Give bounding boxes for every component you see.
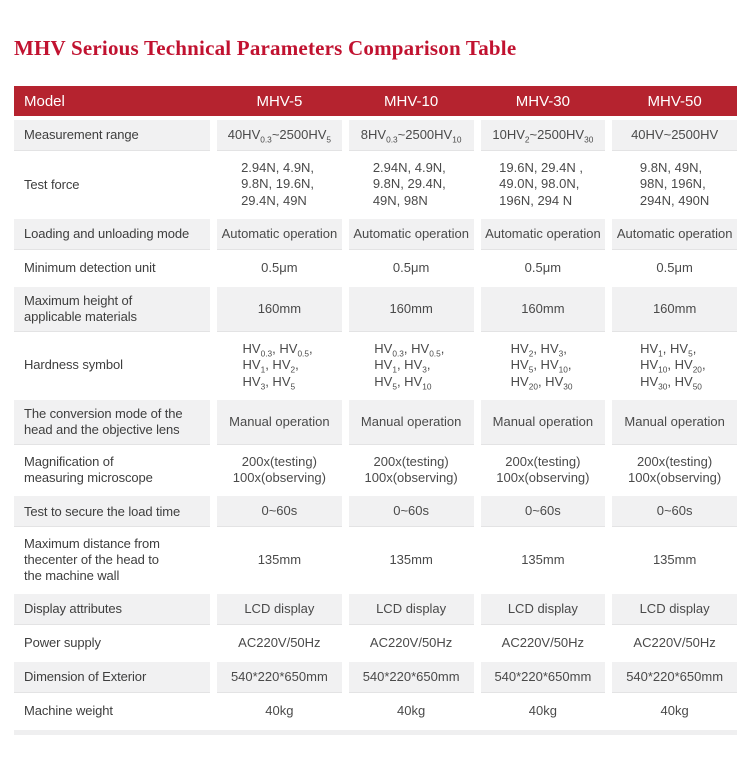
row-label	[14, 530, 210, 590]
row-label	[14, 496, 210, 526]
cell-value	[217, 154, 342, 215]
table-row	[14, 253, 737, 283]
cell-value	[481, 594, 606, 624]
cell-value	[349, 496, 474, 526]
cell-value-text: $HV_2$, $HV_3$, $HV_5$, $HV_{10}$, $HV_{20}$, $HV_{30}$	[510, 340, 576, 392]
page	[0, 36, 750, 735]
row-label	[14, 662, 210, 692]
row-label-text: Machine weight	[24, 703, 113, 719]
cell-value	[612, 448, 737, 493]
cell-value-text: AC220V/50Hz	[501, 634, 585, 650]
cell-value-text: 2.94N, 4.9N, 9.8N, 19.6N, 29.4N, 49N	[241, 160, 318, 208]
cell-value-text: 540*220*650mm	[230, 668, 328, 684]
cell-value-text: 0.5μm	[656, 259, 693, 275]
cell-value	[612, 219, 737, 249]
cell-value	[612, 662, 737, 692]
row-label	[14, 219, 210, 249]
table-row	[14, 662, 737, 692]
cell-value-text: 0~60s	[261, 503, 298, 519]
cell-value-text: 19.6N, 29.4N , 49.0N, 98.0N, 196N, 294 N	[499, 160, 587, 208]
row-label-text: Test force	[24, 176, 80, 192]
cell-value	[481, 448, 606, 493]
cell-value-text: 200x(testing) 100x(observing)	[364, 453, 458, 486]
cell-value-text: Automatic operation	[616, 225, 733, 241]
cell-value-text: Manual operation	[360, 413, 462, 429]
row-label	[14, 400, 210, 444]
cell-value-text: Automatic operation	[221, 225, 338, 241]
table-row	[14, 496, 737, 526]
cell-value	[349, 219, 474, 249]
cell-value	[217, 400, 342, 444]
cell-value	[612, 628, 737, 658]
cell-value-text: 200x(testing) 100x(observing)	[496, 453, 590, 486]
table-row	[14, 628, 737, 658]
cell-value-text: Manual operation	[624, 413, 725, 429]
row-label	[14, 154, 210, 215]
row-label	[14, 448, 210, 493]
cell-value	[217, 120, 342, 150]
cell-value-text: Automatic operation	[353, 225, 469, 241]
cell-value-text: 200x(testing) 100x(observing)	[628, 453, 722, 486]
cell-value-text: 9.8N, 49N, 98N, 196N, 294N, 490N	[639, 160, 710, 208]
cell-value	[217, 219, 342, 249]
cell-value-text: 540*220*650mm	[626, 668, 724, 684]
cell-value-text: AC220V/50Hz	[633, 634, 716, 650]
table-row	[14, 335, 737, 396]
cell-value	[349, 696, 474, 726]
header-model-label: Model	[24, 92, 65, 110]
cell-value-text: LCD display	[376, 600, 447, 616]
row-label-text: Measurement range	[24, 127, 139, 143]
header-col-mhv-10: MHV-10	[384, 92, 439, 110]
table-row	[14, 287, 737, 331]
cell-value	[612, 594, 737, 624]
table-body	[14, 120, 737, 726]
cell-value-text: 40kg	[660, 702, 689, 718]
cell-value-text: $HV_{0.3}$, $HV_{0.5}$, $HV_1$, $HV_2$, $HV_3$, $HV_5$	[242, 340, 317, 392]
cell-value	[217, 335, 342, 396]
cell-value-text: 0.5μm	[392, 259, 430, 275]
cell-value-text: 135mm	[389, 552, 433, 568]
cell-value-text: 160mm	[389, 300, 433, 316]
cell-value	[217, 448, 342, 493]
cell-value	[217, 253, 342, 283]
table-row	[14, 696, 737, 726]
row-label-text: Hardness symbol	[24, 357, 123, 373]
table-row	[14, 400, 737, 444]
table-bottom-edge	[14, 730, 737, 735]
cell-value-text: AC220V/50Hz	[238, 634, 321, 650]
cell-value	[217, 496, 342, 526]
cell-value	[612, 696, 737, 726]
cell-value	[349, 448, 474, 493]
cell-value	[349, 400, 474, 444]
cell-value-text: Manual operation	[492, 413, 594, 429]
cell-value	[612, 530, 737, 590]
cell-value-text: 135mm	[521, 552, 565, 568]
cell-value	[481, 253, 606, 283]
row-label-text: The conversion mode of the head and the objective lens	[24, 405, 183, 437]
cell-value	[217, 530, 342, 590]
cell-value-text: 40kg	[397, 702, 426, 718]
cell-value-text: 540*220*650mm	[494, 668, 592, 684]
table-row	[14, 448, 737, 493]
cell-value	[612, 253, 737, 283]
cell-value	[612, 120, 737, 150]
header-col-mhv-50: MHV-50	[647, 92, 702, 110]
cell-value	[349, 662, 474, 692]
cell-value-text: 135mm	[652, 552, 697, 568]
cell-value	[217, 594, 342, 624]
table-row	[14, 154, 737, 215]
cell-value	[481, 530, 606, 590]
cell-value	[217, 628, 342, 658]
cell-value-text: 135mm	[257, 552, 302, 568]
row-label-text: Test to secure the load time	[24, 503, 181, 519]
cell-value-text: 160mm	[257, 300, 302, 316]
cell-value-text: $HV_{0.3}$, $HV_{0.5}$, $HV_1$, $HV_3$, $HV_5$, $HV_{10}$	[374, 340, 448, 392]
cell-value	[612, 154, 737, 215]
cell-value	[481, 287, 606, 331]
row-label-text: Magnification of measuring microscope	[24, 454, 153, 486]
cell-value	[481, 628, 606, 658]
cell-value-text: 160mm	[521, 300, 565, 316]
table-row	[14, 530, 737, 590]
cell-value-text: $10HV_2\sim 2500HV_{30}$	[492, 126, 594, 145]
row-label	[14, 287, 210, 331]
cell-value	[481, 219, 606, 249]
parameters-table	[14, 86, 737, 735]
cell-value	[481, 120, 606, 150]
row-label-text: Display attributes	[24, 601, 122, 617]
header-col-mhv-5: MHV-5	[256, 92, 303, 110]
cell-value	[612, 287, 737, 331]
row-label-text: Dimension of Exterior	[24, 669, 147, 685]
cell-value-text: LCD display	[507, 600, 578, 616]
cell-value-text: $8HV_{0.3}\sim 2500HV_{10}$	[360, 126, 462, 145]
cell-value-text: 540*220*650mm	[362, 668, 460, 684]
cell-value-text: Automatic operation	[485, 225, 601, 241]
cell-value-text: $40HV_{0.3}\sim 2500HV_5$	[227, 126, 332, 145]
cell-value	[349, 120, 474, 150]
cell-value-text: 40HV~2500HV	[631, 126, 719, 142]
cell-value-text: 40kg	[528, 702, 557, 718]
cell-value-text: LCD display	[639, 600, 710, 616]
cell-value-text: 0~60s	[524, 503, 561, 519]
cell-value	[481, 662, 606, 692]
row-label-text: Loading and unloading mode	[24, 226, 190, 242]
cell-value	[612, 400, 737, 444]
cell-value-text: AC220V/50Hz	[369, 634, 453, 650]
cell-value	[349, 594, 474, 624]
cell-value	[217, 287, 342, 331]
row-label	[14, 594, 210, 624]
row-label-text: Maximum height of applicable materials	[24, 293, 137, 324]
cell-value	[612, 335, 737, 396]
cell-value	[481, 496, 606, 526]
row-label-text: Power supply	[24, 635, 101, 651]
cell-value-text: 200x(testing) 100x(observing)	[232, 453, 326, 486]
cell-value	[349, 628, 474, 658]
row-label	[14, 628, 210, 658]
row-label	[14, 696, 210, 726]
table-row	[14, 120, 737, 150]
cell-value-text: 0.5μm	[524, 259, 562, 275]
row-label	[14, 120, 210, 150]
cell-value-text: 40kg	[265, 702, 294, 718]
cell-value-text: 0~60s	[393, 503, 430, 519]
cell-value	[481, 154, 606, 215]
row-label-text: Maximum distance from thecenter of the head to the machine wall	[24, 536, 160, 584]
page-title: MHV Serious Technical Parameters Comparison Table	[14, 36, 517, 60]
table-row	[14, 594, 737, 624]
cell-value	[217, 696, 342, 726]
cell-value	[217, 662, 342, 692]
cell-value	[481, 335, 606, 396]
cell-value	[349, 530, 474, 590]
cell-value	[349, 287, 474, 331]
cell-value-text: $HV_1$, $HV_5$, $HV_{10}$, $HV_{20}$, $HV_{30}$, $HV_{50}$	[640, 340, 710, 392]
cell-value-text: 0~60s	[656, 503, 693, 519]
cell-value-text: LCD display	[244, 600, 315, 616]
cell-value	[349, 154, 474, 215]
row-label	[14, 253, 210, 283]
cell-value-text: 160mm	[652, 300, 697, 316]
cell-value	[481, 696, 606, 726]
table-header-row	[14, 86, 737, 116]
cell-value-text: 0.5μm	[261, 259, 298, 275]
row-label	[14, 335, 210, 396]
cell-value-text: 2.94N, 4.9N, 9.8N, 29.4N, 49N, 98N	[372, 160, 450, 208]
cell-value-text: Manual operation	[229, 413, 330, 429]
cell-value	[481, 400, 606, 444]
cell-value	[612, 496, 737, 526]
row-label-text: Minimum detection unit	[24, 260, 156, 276]
cell-value	[349, 253, 474, 283]
cell-value	[349, 335, 474, 396]
table-row	[14, 219, 737, 249]
header-col-mhv-30: MHV-30	[515, 92, 570, 110]
